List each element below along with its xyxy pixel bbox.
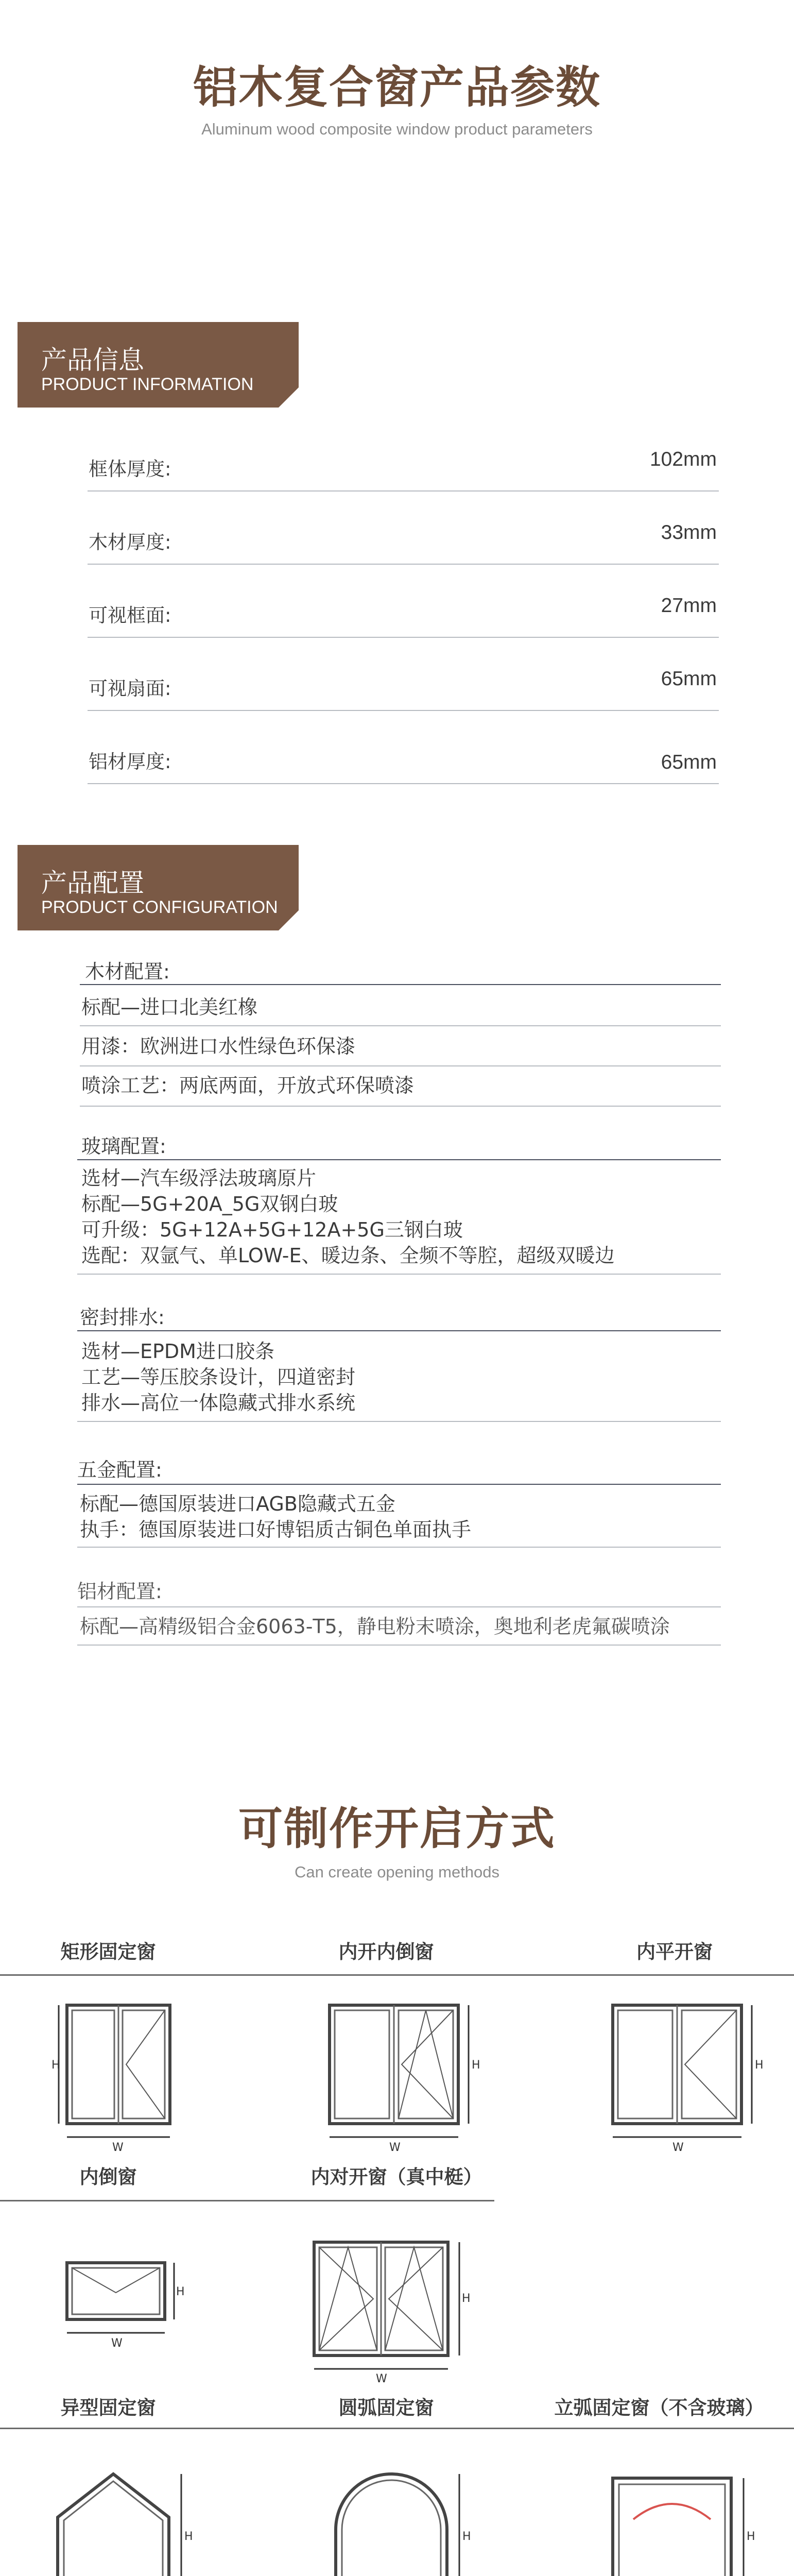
- divider: [77, 1606, 721, 1607]
- divider: [77, 1421, 721, 1422]
- banner-title-cn: 产品配置: [41, 868, 144, 898]
- spec-row: [88, 496, 719, 569]
- divider: [77, 1159, 721, 1160]
- glass-config-title: 玻璃配置:: [81, 1135, 166, 1158]
- divider: [88, 710, 719, 711]
- spec-label: 可视扇面:: [89, 677, 171, 700]
- svg-text:W: W: [111, 2337, 123, 2350]
- divider: [80, 984, 721, 985]
- opening-type-label: 内平开窗: [636, 1941, 713, 1963]
- config-line: 执手：德国原装进口好博铝质古铜色单面执手: [80, 1518, 472, 1541]
- double-casement-window-diagram: [309, 2236, 474, 2385]
- divider: [88, 637, 719, 638]
- opening-type-label: 圆弧固定窗: [338, 2397, 434, 2419]
- opening-type-label: 内倒窗: [79, 2166, 137, 2188]
- svg-text:H: H: [51, 2059, 60, 2072]
- divider: [88, 564, 719, 565]
- opening-type-label: 立弧固定窗（不含玻璃）: [554, 2397, 764, 2419]
- config-line: 排水—高位一体隐藏式排水系统: [81, 1392, 356, 1414]
- svg-text:H: H: [184, 2530, 193, 2543]
- config-line: 选材—汽车级浮法玻璃原片: [81, 1167, 317, 1190]
- svg-text:W: W: [376, 2372, 387, 2385]
- svg-text:H: H: [176, 2285, 185, 2298]
- hardware-config-title: 五金配置:: [77, 1459, 162, 1481]
- seal-config-title: 密封排水:: [80, 1306, 165, 1329]
- page-title: 铝木复合窗产品参数: [193, 62, 601, 113]
- section-divider: [0, 1974, 794, 1976]
- svg-text:H: H: [472, 2059, 480, 2072]
- config-line: 喷涂工艺：两底两面，开放式环保喷漆: [81, 1074, 415, 1097]
- product-info-banner: [18, 322, 299, 408]
- product-config-banner: [18, 845, 299, 930]
- tilt-window-diagram: [62, 2257, 185, 2360]
- spec-row: [88, 642, 719, 715]
- opening-type-label: 异型固定窗: [60, 2397, 156, 2419]
- divider: [77, 1547, 721, 1548]
- spec-value: 65mm: [661, 668, 717, 690]
- opening-type-label: 内对开窗（真中梃）: [310, 2166, 482, 2188]
- divider: [77, 1484, 721, 1485]
- spec-label: 铝材厚度:: [89, 751, 171, 773]
- svg-text:H: H: [462, 2530, 471, 2543]
- spec-label: 木材厚度:: [89, 531, 171, 553]
- config-line: 可升级：5G+12A+5G+12A+5G三钢白玻: [81, 1218, 463, 1241]
- config-line: 工艺—等压胶条设计，四道密封: [81, 1366, 356, 1388]
- banner-title-en: PRODUCT CONFIGURATION: [41, 897, 278, 917]
- opening-type-label: 内开内倒窗: [338, 1941, 434, 1963]
- opening-title: 可制作开启方式: [238, 1803, 556, 1855]
- spec-row: [88, 715, 719, 788]
- config-line: 标配—高精级铝合金6063-T5，静电粉末喷涂，奥地利老虎氟碳喷涂: [80, 1615, 670, 1638]
- spec-row: [88, 422, 719, 496]
- divider: [77, 1274, 721, 1275]
- svg-text:W: W: [672, 2141, 684, 2154]
- divider: [80, 1106, 721, 1107]
- divider: [77, 1330, 721, 1331]
- config-line: 选材—EPDM进口胶条: [81, 1340, 274, 1363]
- config-line: 用漆：欧洲进口水性绿色环保漆: [81, 1035, 356, 1058]
- spec-label: 可视框面:: [89, 604, 171, 626]
- wood-config-title: 木材配置:: [85, 960, 170, 983]
- banner-title-en: PRODUCT INFORMATION: [41, 375, 254, 394]
- section-divider: [0, 2200, 494, 2201]
- spec-value: 65mm: [661, 751, 717, 773]
- svg-text:H: H: [747, 2530, 755, 2543]
- spec-value: 102mm: [649, 448, 717, 470]
- tilt-turn-window-diagram: [324, 1999, 479, 2154]
- divider: [88, 783, 719, 784]
- spec-label: 框体厚度:: [89, 458, 171, 480]
- divider: [80, 1025, 721, 1026]
- banner-title-cn: 产品信息: [41, 345, 144, 375]
- config-line: 标配—德国原装进口AGB隐藏式五金: [80, 1493, 395, 1515]
- fixed-window-diagram: [51, 1999, 185, 2154]
- svg-text:H: H: [755, 2059, 764, 2072]
- config-line: 标配—进口北美红橡: [81, 996, 258, 1019]
- section-divider: [0, 2428, 794, 2429]
- divider: [88, 490, 719, 492]
- svg-text:W: W: [112, 2141, 124, 2154]
- vertical-arc-window-diagram: [608, 2468, 757, 2576]
- svg-text:W: W: [389, 2141, 401, 2154]
- casement-window-diagram: [608, 1999, 762, 2154]
- page-subtitle: Aluminum wood composite window product parameters: [201, 120, 593, 138]
- divider: [80, 1065, 721, 1066]
- config-line: 选配：双氩气、单LOW-E、暖边条、全频不等腔，超级双暖边: [81, 1244, 615, 1267]
- arch-window-diagram: [330, 2468, 474, 2576]
- aluminum-config-title: 铝材配置:: [77, 1580, 162, 1603]
- spec-value: 33mm: [661, 521, 717, 544]
- divider: [77, 1645, 721, 1646]
- shaped-window-diagram: [51, 2468, 196, 2576]
- opening-type-label: 矩形固定窗: [60, 1941, 156, 1963]
- spec-value: 27mm: [661, 595, 717, 617]
- svg-text:H: H: [462, 2292, 471, 2305]
- opening-subtitle: Can create opening methods: [294, 1863, 500, 1881]
- config-line: 标配—5G+20A_5G双钢白玻: [81, 1193, 338, 1215]
- spec-row: [88, 569, 719, 642]
